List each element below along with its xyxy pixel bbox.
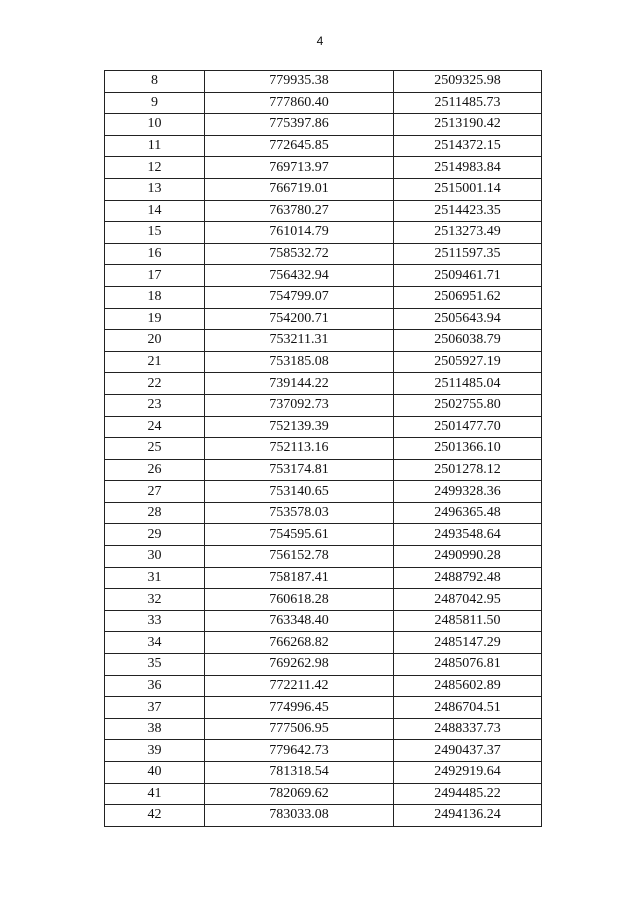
x-coordinate-cell: 756432.94 [205, 265, 394, 287]
point-number-cell: 37 [105, 697, 205, 719]
x-coordinate-cell: 763348.40 [205, 610, 394, 632]
table-row [105, 308, 542, 330]
x-coordinate-cell: 763780.27 [205, 200, 394, 222]
x-coordinate-cell: 761014.79 [205, 222, 394, 244]
x-coordinate-cell: 753174.81 [205, 459, 394, 481]
coordinate-table-body [105, 71, 542, 827]
point-number-cell: 26 [105, 459, 205, 481]
point-number-cell: 36 [105, 675, 205, 697]
y-coordinate-cell: 2511485.04 [394, 373, 542, 395]
table-row [105, 783, 542, 805]
point-number-cell: 28 [105, 502, 205, 524]
y-coordinate-cell: 2511597.35 [394, 243, 542, 265]
table-row [105, 567, 542, 589]
table-row [105, 416, 542, 438]
point-number-cell: 30 [105, 546, 205, 568]
table-row [105, 222, 542, 244]
point-number-cell: 11 [105, 135, 205, 157]
table-row [105, 351, 542, 373]
x-coordinate-cell: 754200.71 [205, 308, 394, 330]
y-coordinate-cell: 2509325.98 [394, 71, 542, 93]
table-row [105, 71, 542, 93]
x-coordinate-cell: 777860.40 [205, 92, 394, 114]
table-row [105, 762, 542, 784]
y-coordinate-cell: 2485602.89 [394, 675, 542, 697]
y-coordinate-cell: 2509461.71 [394, 265, 542, 287]
x-coordinate-cell: 753211.31 [205, 330, 394, 352]
point-number-cell: 25 [105, 438, 205, 460]
x-coordinate-cell: 739144.22 [205, 373, 394, 395]
point-number-cell: 13 [105, 178, 205, 200]
x-coordinate-cell: 769262.98 [205, 654, 394, 676]
x-coordinate-cell: 754799.07 [205, 286, 394, 308]
point-number-cell: 31 [105, 567, 205, 589]
page-number: 4 [316, 34, 324, 48]
y-coordinate-cell: 2490437.37 [394, 740, 542, 762]
point-number-cell: 22 [105, 373, 205, 395]
table-row [105, 805, 542, 827]
table-row [105, 502, 542, 524]
point-number-cell: 20 [105, 330, 205, 352]
x-coordinate-cell: 779642.73 [205, 740, 394, 762]
x-coordinate-cell: 758187.41 [205, 567, 394, 589]
point-number-cell: 38 [105, 718, 205, 740]
y-coordinate-cell: 2502755.80 [394, 394, 542, 416]
point-number-cell: 32 [105, 589, 205, 611]
x-coordinate-cell: 777506.95 [205, 718, 394, 740]
table-row [105, 135, 542, 157]
point-number-cell: 19 [105, 308, 205, 330]
y-coordinate-cell: 2485147.29 [394, 632, 542, 654]
x-coordinate-cell: 772645.85 [205, 135, 394, 157]
point-number-cell: 34 [105, 632, 205, 654]
y-coordinate-cell: 2488792.48 [394, 567, 542, 589]
table-row [105, 654, 542, 676]
x-coordinate-cell: 753140.65 [205, 481, 394, 503]
point-number-cell: 18 [105, 286, 205, 308]
x-coordinate-cell: 782069.62 [205, 783, 394, 805]
point-number-cell: 39 [105, 740, 205, 762]
x-coordinate-cell: 760618.28 [205, 589, 394, 611]
table-row [105, 697, 542, 719]
point-number-cell: 40 [105, 762, 205, 784]
y-coordinate-cell: 2499328.36 [394, 481, 542, 503]
point-number-cell: 15 [105, 222, 205, 244]
point-number-cell: 14 [105, 200, 205, 222]
y-coordinate-cell: 2490990.28 [394, 546, 542, 568]
point-number-cell: 17 [105, 265, 205, 287]
x-coordinate-cell: 781318.54 [205, 762, 394, 784]
point-number-cell: 16 [105, 243, 205, 265]
table-row [105, 675, 542, 697]
point-number-cell: 24 [105, 416, 205, 438]
table-row [105, 740, 542, 762]
y-coordinate-cell: 2493548.64 [394, 524, 542, 546]
table-row [105, 200, 542, 222]
point-number-cell: 42 [105, 805, 205, 827]
x-coordinate-cell: 775397.86 [205, 114, 394, 136]
table-row [105, 524, 542, 546]
y-coordinate-cell: 2501278.12 [394, 459, 542, 481]
y-coordinate-cell: 2488337.73 [394, 718, 542, 740]
point-number-cell: 10 [105, 114, 205, 136]
x-coordinate-cell: 783033.08 [205, 805, 394, 827]
x-coordinate-cell: 737092.73 [205, 394, 394, 416]
table-row [105, 330, 542, 352]
y-coordinate-cell: 2511485.73 [394, 92, 542, 114]
table-row [105, 265, 542, 287]
table-row [105, 610, 542, 632]
point-number-cell: 33 [105, 610, 205, 632]
x-coordinate-cell: 753578.03 [205, 502, 394, 524]
x-coordinate-cell: 752139.39 [205, 416, 394, 438]
y-coordinate-cell: 2501366.10 [394, 438, 542, 460]
table-row [105, 481, 542, 503]
table-row [105, 632, 542, 654]
y-coordinate-cell: 2514983.84 [394, 157, 542, 179]
x-coordinate-cell: 779935.38 [205, 71, 394, 93]
table-row [105, 92, 542, 114]
y-coordinate-cell: 2485811.50 [394, 610, 542, 632]
table-row [105, 178, 542, 200]
point-number-cell: 29 [105, 524, 205, 546]
x-coordinate-cell: 774996.45 [205, 697, 394, 719]
y-coordinate-cell: 2492919.64 [394, 762, 542, 784]
y-coordinate-cell: 2485076.81 [394, 654, 542, 676]
table-row [105, 589, 542, 611]
point-number-cell: 41 [105, 783, 205, 805]
table-row [105, 546, 542, 568]
table-row [105, 394, 542, 416]
table-row [105, 157, 542, 179]
y-coordinate-cell: 2486704.51 [394, 697, 542, 719]
table-row [105, 438, 542, 460]
table-row [105, 243, 542, 265]
y-coordinate-cell: 2506038.79 [394, 330, 542, 352]
point-number-cell: 8 [105, 71, 205, 93]
y-coordinate-cell: 2515001.14 [394, 178, 542, 200]
x-coordinate-cell: 756152.78 [205, 546, 394, 568]
table-row [105, 718, 542, 740]
x-coordinate-cell: 769713.97 [205, 157, 394, 179]
point-number-cell: 35 [105, 654, 205, 676]
y-coordinate-cell: 2494485.22 [394, 783, 542, 805]
point-number-cell: 12 [105, 157, 205, 179]
y-coordinate-cell: 2496365.48 [394, 502, 542, 524]
y-coordinate-cell: 2487042.95 [394, 589, 542, 611]
x-coordinate-cell: 766268.82 [205, 632, 394, 654]
table-row [105, 373, 542, 395]
coordinate-table [104, 70, 542, 827]
y-coordinate-cell: 2513190.42 [394, 114, 542, 136]
y-coordinate-cell: 2505643.94 [394, 308, 542, 330]
x-coordinate-cell: 754595.61 [205, 524, 394, 546]
table-row [105, 114, 542, 136]
y-coordinate-cell: 2513273.49 [394, 222, 542, 244]
point-number-cell: 23 [105, 394, 205, 416]
x-coordinate-cell: 772211.42 [205, 675, 394, 697]
y-coordinate-cell: 2494136.24 [394, 805, 542, 827]
point-number-cell: 27 [105, 481, 205, 503]
x-coordinate-cell: 753185.08 [205, 351, 394, 373]
y-coordinate-cell: 2514423.35 [394, 200, 542, 222]
point-number-cell: 9 [105, 92, 205, 114]
y-coordinate-cell: 2514372.15 [394, 135, 542, 157]
table-row [105, 286, 542, 308]
y-coordinate-cell: 2506951.62 [394, 286, 542, 308]
table-row [105, 459, 542, 481]
x-coordinate-cell: 758532.72 [205, 243, 394, 265]
point-number-cell: 21 [105, 351, 205, 373]
x-coordinate-cell: 766719.01 [205, 178, 394, 200]
y-coordinate-cell: 2501477.70 [394, 416, 542, 438]
y-coordinate-cell: 2505927.19 [394, 351, 542, 373]
x-coordinate-cell: 752113.16 [205, 438, 394, 460]
